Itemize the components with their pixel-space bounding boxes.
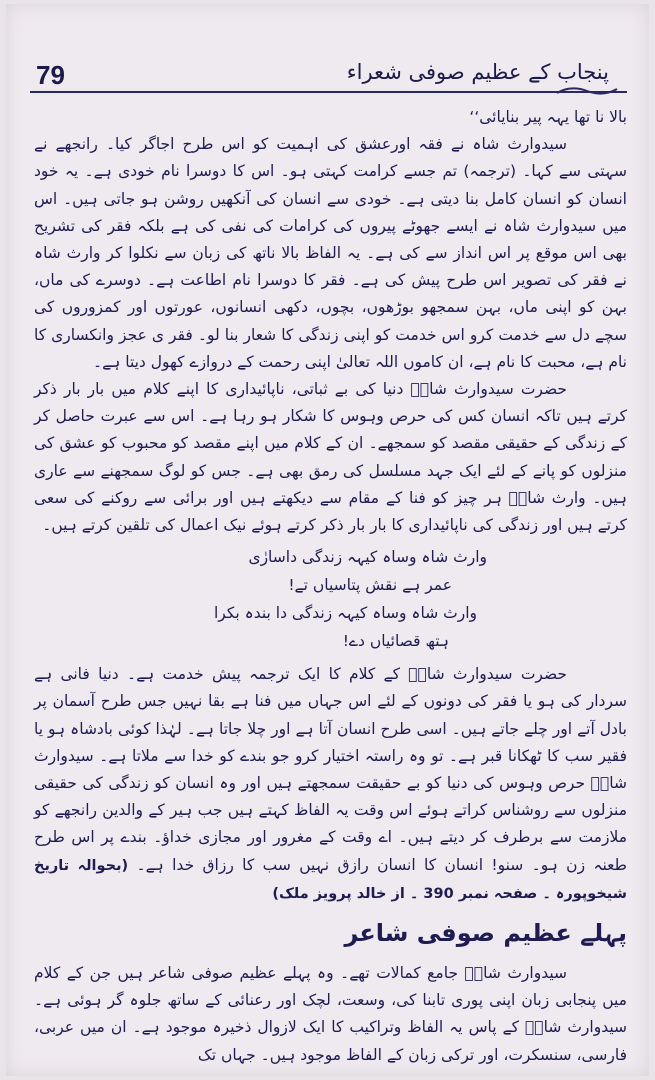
paragraph-1: سیدوارث شاہ نے فقہ اورعشق کی اہمیت کو اس طرح اجاگر کیا۔ رانجھے نے سہتی سے کہا۔ (ترجمہ) تم جسے کرامت کہتی ہو۔ اس کا دوسرا نام خودی ہے۔ یہ خود انسان کو انسان کامل بنا دیتی ہے۔ خودی سے انسان کی آنکھیں روشن ہو جاتی ہیں۔ اس میں سیدوارث شاہ نے ایسے جھوٹے پیروں کی کرامات کی نفی کی ہے بلکہ فقر کی تشریح بھی اس موقع پر اس انداز سے کی ہے۔ یہ الفاظ بالا ناتھ کی زبان سے نکلوا کر وارث شاہ نے فقر کی تصویر اس طرح پیش کی ہے۔ فقر کا دوسرا نام اطاعت ہے۔ دوسرے کی ماں، بہن کو اپنی ماں، بہن سمجھو بوڑھوں، بچوں، دکھی انسانوں، عورتوں اور کمزوروں کی سچے دل سے خدمت کرو اس خدمت کو اپنی زندگی کا شعار بنا لو۔ فقر ی عجز وانکساری کا نام ہے، محبت کا نام ہے، ان کاموں اللہ تعالیٰ اپنی رحمت کے دروازے کھول دیتا ہے۔ bbox=[34, 135, 627, 371]
running-title: پنجاب کے عظیم صوفی شعراء bbox=[346, 60, 609, 84]
paragraph-3-text: حضرت سیدوارث شاہؒ کے کلام کا ایک ترجمہ پیش خدمت ہے۔ دنیا فانی ہے سردار کی ہو یا فقر کی دونوں کے لئے اس جہاں میں فنا ہے بقا نہیں جس طرح آسمان پر بادل آتے اور چلے جاتے ہیں۔ اسی طرح انسان آتا ہے اور چلا جاتا ہے۔ لہٰذا کوئی بادشاہ ہو یا فقیر سب کا ٹھکانا قبر ہے۔ تو وہ راستہ اختیار کرو جو بندے کو خدا سے ملاتا ہے۔ سیدوارث شاہؒ حرص وہوس کی دنیا کو بے حقیقت سمجھتے ہیں اور وہ انسان کو زندگی کی حقیقی منزلوں سے روشناس کراتے ہوئے اس وقت یہ الفاظ کہتے ہیں جب ہیر کے والدین رانجھے کو ملازمت سے برطرف کر دیتے ہیں۔ اے وقت کے مغرور اور مجازی خداؤ۔ بندے پر اس طرح طعنہ زن ہو۔ سنو! انسان کا انسان رازق نہیں سب کا رزاق خدا ہے۔ bbox=[34, 665, 627, 874]
verse-line: عمر ہے نقش پتاسیاں تے! bbox=[288, 576, 452, 595]
quote-tail: بالا نا تھا یہہ پیر بنایائی‘‘ bbox=[469, 108, 627, 126]
page-header bbox=[6, 4, 649, 104]
section-heading: پہلے عظیم صوفی شاعر bbox=[344, 919, 627, 948]
paragraph-4: سیدوارث شاہؒ جامع کمالات تھے۔ وہ پہلے عظیم صوفی شاعر ہیں جن کے کلام میں پنجابی زبان اپنی پوری تابنا کی، وسعت، لچک اور رعنائی کے ساتھ جلوہ گر ہوئی ہے۔ سیدوارث شاہؒ کے پاس یہ الفاظ وتراکیب کا ایک لازوال ذخیرہ موجود ہے۔ ان میں عربی، فارسی، سنسکرت، اور ترکی زبان کے الفاظ موجود ہیں۔ جہاں تک bbox=[34, 964, 627, 1064]
citation: (بحوالہ تاریخ شیخوپورہ ۔ صفحہ نمبر 390 ۔ از خالد پرویز ملک) bbox=[34, 857, 627, 902]
verse-line: ہتھ قصائیاں دے! bbox=[342, 632, 449, 651]
body-text bbox=[34, 104, 627, 1069]
page-number: 79 bbox=[36, 60, 65, 90]
verse-block bbox=[34, 543, 627, 655]
paragraph-2: حضرت سیدوارث شاہؒ دنیا کی بے ثباتی، ناپائیداری کا اپنے کلام میں بار بار ذکر کرتے ہیں تاکہ انسان کس کی حرص وہوس کا شکار ہو رہا ہے۔ اس سے عبرت حاصل کر کے زندگی کے حقیقی مقصد کو سمجھے۔ ان کے کلام میں اپنے مقصد کو محبوب کو عشق کی منزلوں کو پانے کے لئے ایک جہد مسلسل کی رمق بھی ہے۔ جس کو لوگ سمجھنے سے عاری ہیں۔ وارث شاہؒ ہر چیز کو فنا کے مقام سے دیکھتے ہیں اور برائی سے روکنے کی سعی کرتے ہیں اور زندگی کی ناپائیداری کا بار بار ذکر کرتے ہوئے نیک اعمال کی تلقین کرتے ہیں۔ bbox=[34, 380, 627, 535]
verse-line: وارث شاہ وساہ کیہہ زندگی دا بندہ بکرا bbox=[213, 604, 477, 623]
book-page bbox=[6, 4, 649, 1076]
verse-line: وارث شاہ وساہ کیہہ زندگی داسارٰی bbox=[248, 548, 487, 567]
header-rule bbox=[30, 91, 627, 93]
rule-ornament-icon bbox=[555, 84, 619, 98]
paragraph-3 bbox=[34, 661, 627, 908]
